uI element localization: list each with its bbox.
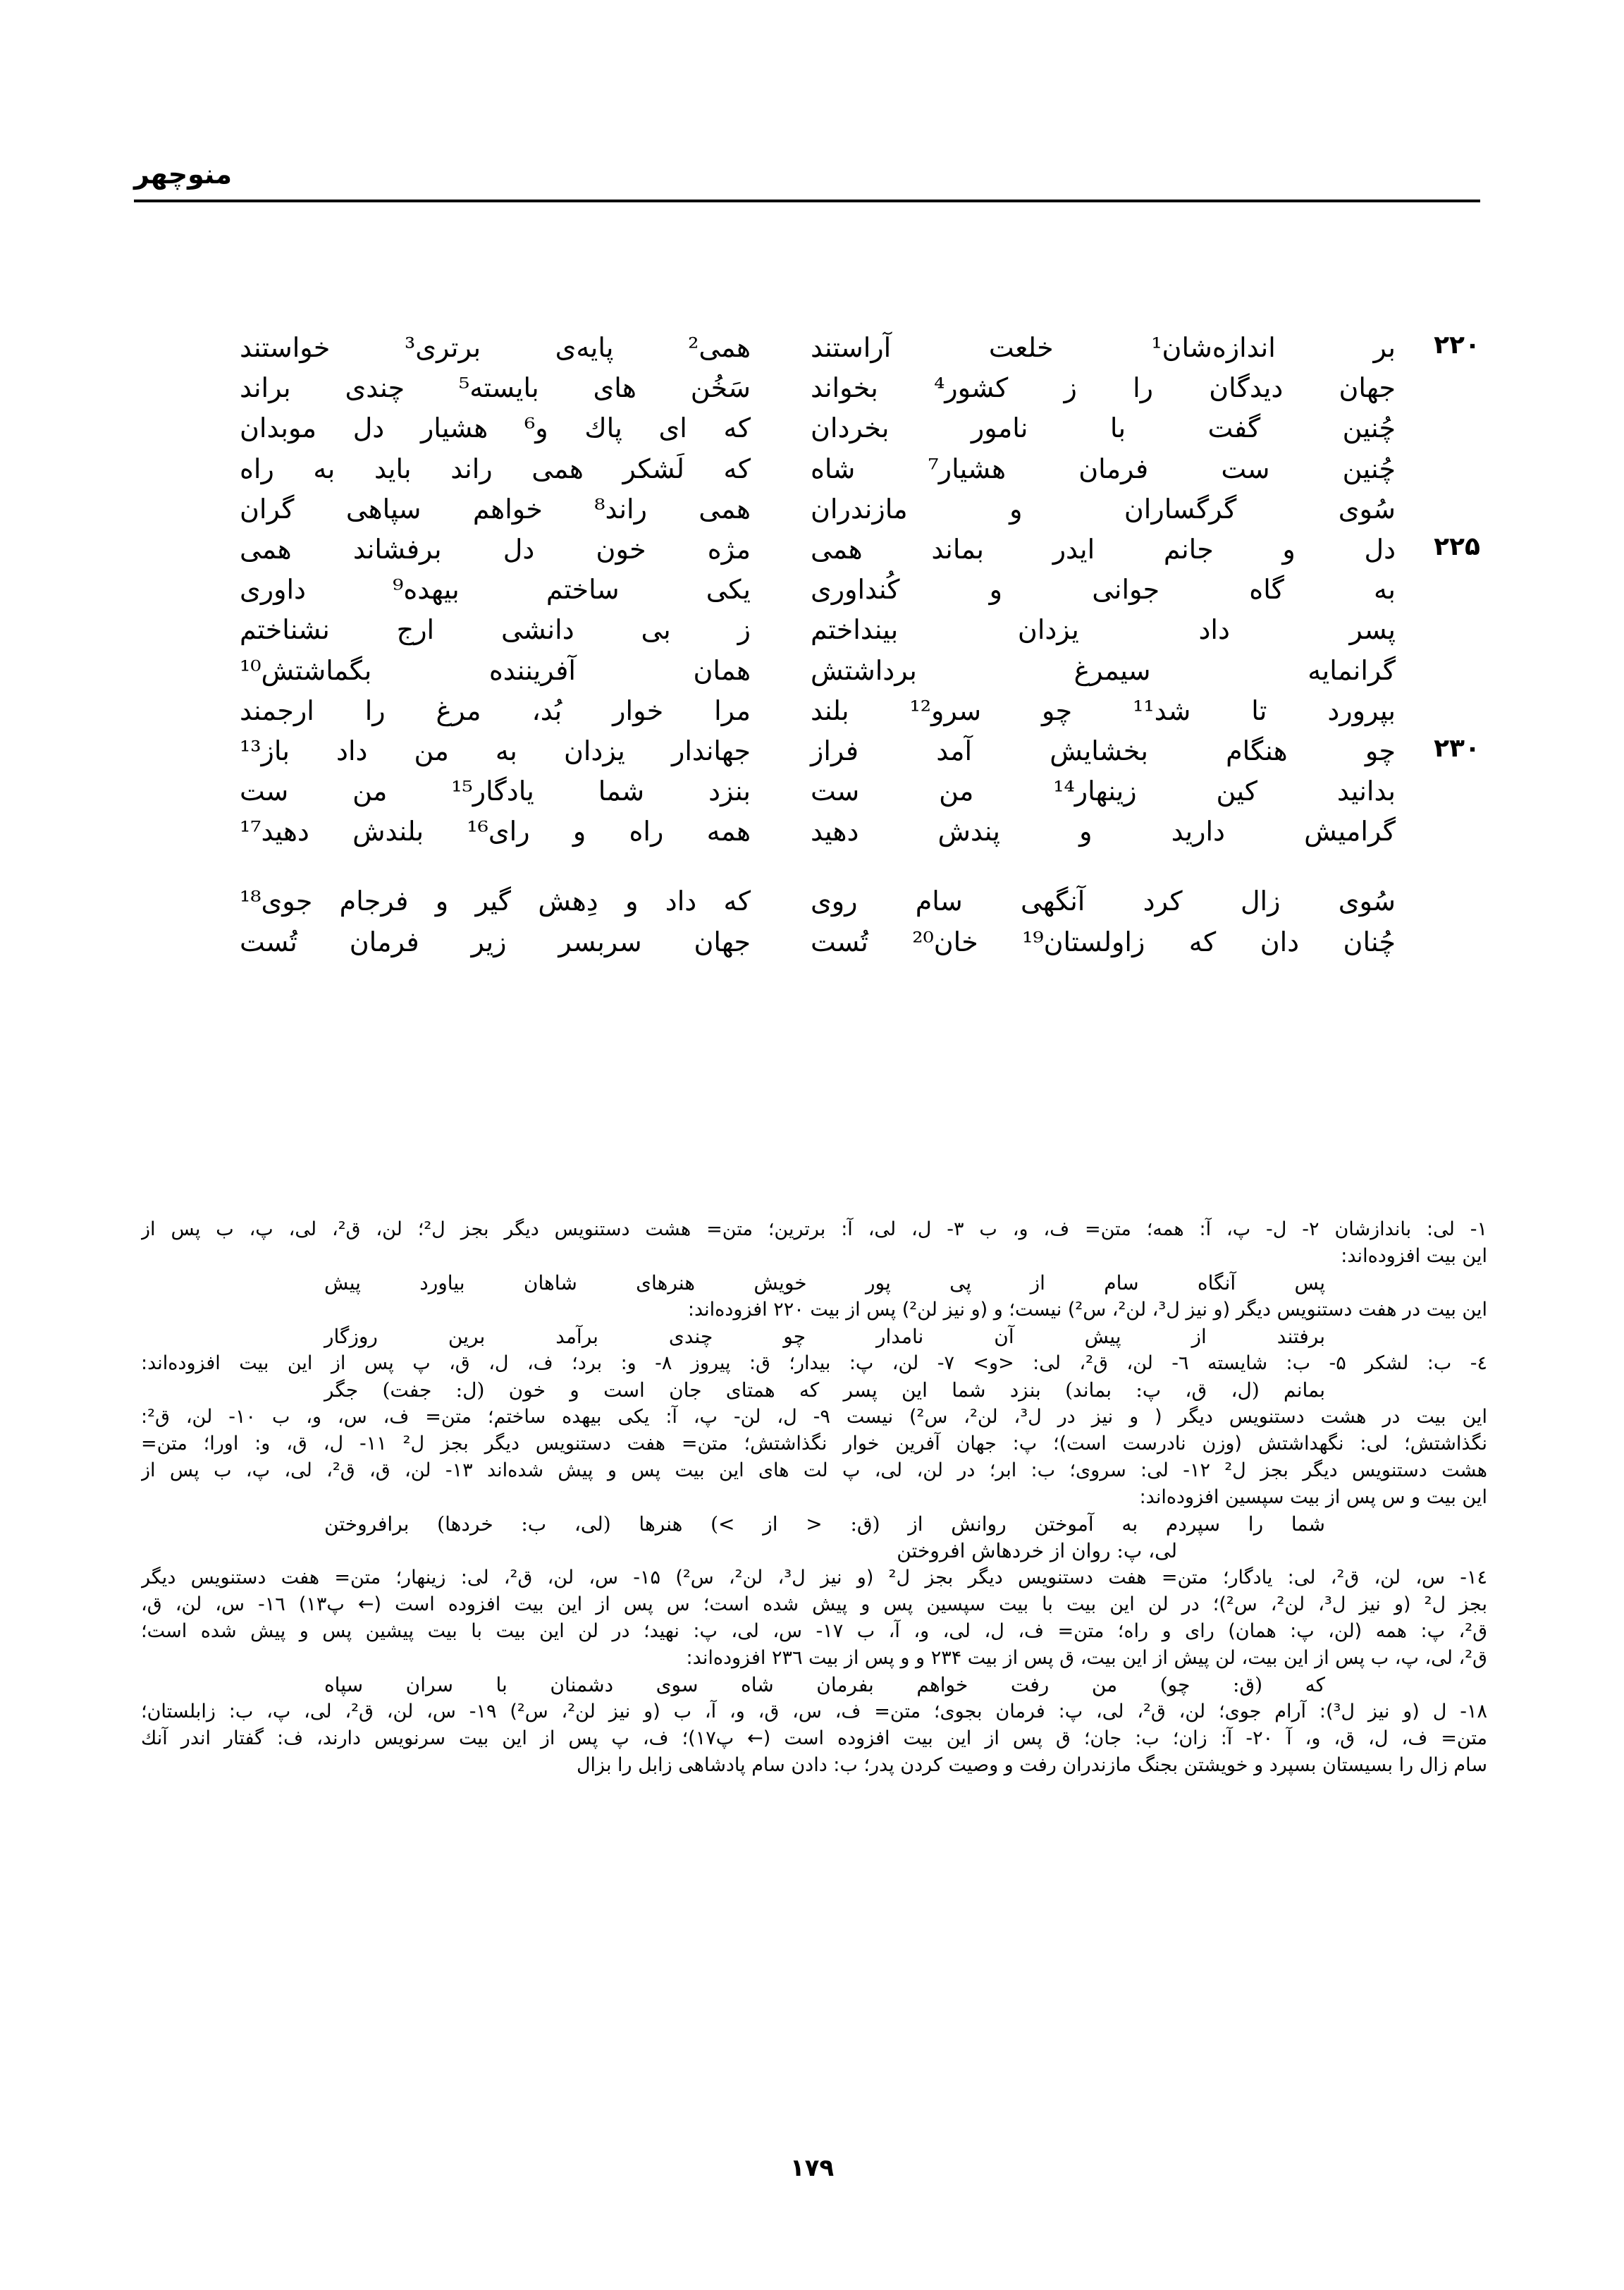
first-hemistich: دل و جانم ایدر بماند همی xyxy=(811,533,1396,565)
footnote-line: ق²، پ: همه (لن، پ: همان) رای و راه؛ متن= ف، ل، لی، و، آ، ب ١۷- س، لی، پ: نهید؛ در لن این بیت با بیت پیشین پس و پیش شده است؛ xyxy=(141,1620,1487,1642)
verse-row xyxy=(233,922,1480,962)
verse-row xyxy=(233,408,1480,448)
first-hemistich: چُنین گفت با نامور بخردان xyxy=(811,412,1396,444)
verse-row xyxy=(233,489,1480,529)
footnote-line: ١٨- ل (و نیز ل³): آرام جوی؛ لن، ق²، لی، پ: فرمان بجوی؛ متن= ف، س، ق، و، آ، ب (و نیز لن²، س²) ١٩- س، لن، ق²، لی، پ، ب: زابلستان؛ xyxy=(141,1701,1487,1722)
footnote-variant-verse: پس آنگاه سام از پی پور خویش هنرهای شاهان بیاورد پیش xyxy=(324,1271,1325,1294)
verse-row xyxy=(233,651,1480,691)
second-hemistich: همی راند⁸ خواهم سپاهی گران xyxy=(240,493,751,525)
second-hemistich: که داد و دِهش گیر و فرجام جوی¹⁸ xyxy=(240,886,751,917)
first-hemistich: به گاه جوانی و کُنداوری xyxy=(811,574,1396,606)
verse-row xyxy=(233,449,1480,489)
second-hemistich: سَخُن های بایسته⁵ چندی براند xyxy=(240,372,751,404)
first-hemistich: چو هنگام بخشایش آمد فراز xyxy=(811,735,1396,766)
verse-row xyxy=(233,771,1480,812)
second-hemistich: همه راه و رای¹⁶ بلندش دهید¹⁷ xyxy=(240,816,751,847)
first-hemistich: چُنان دان که زاولستان¹⁹ خان²⁰ تُست xyxy=(811,926,1396,957)
second-hemistich: مژه خون دل برفشاند همی xyxy=(240,533,751,565)
page-number: ۱۷۹ xyxy=(789,2154,835,2182)
footnote-variant-verse: بمانم (ل، ق، پ: بماند) بنزد شما این پسر که همتای جان است و خون (ل: جفت) جگر xyxy=(324,1378,1325,1402)
footnote-line: نگذاشتش؛ لی: نگهداشتش (وزن نادرست است)؛ پ: جهان آفرین خوار نگذاشتش؛ متن= هفت دستنویس دیگر بجز ل² ۱۱- ل، ق، و: اورا؛ متن= xyxy=(141,1433,1487,1455)
footnote-line: متن= ف، ل، ق، و، آ ۲۰- آ: زان؛ ب: جان؛ ق پس از این بیت افزوده است (← پ۱۷)؛ ف، پ پس از این بیت سرنویس دارند، ف: گفتار اندر آنك xyxy=(141,1727,1487,1749)
verse-row xyxy=(233,881,1480,921)
footnote-line: ١٤- س، لن، ق²، لی: یادگار؛ متن= هفت دستنویس دیگر بجز ل² (و نیز ل³، لن²، س²) ١۵- س، لن، ق²، لی: زینهار؛ متن= هفت دستنویس دیگر xyxy=(141,1567,1487,1588)
footnote-line: ٤- ب: لشکر ۵- ب: شایسته ٦- لن، ق²، لی: <و> ۷- لن، پ: بیدار؛ ق: پیروز ۸- و: برد؛ ف، ل، ق، پ پس از این بیت افزوده‌اند: xyxy=(141,1352,1487,1374)
second-hemistich: جهاندار یزدان به من داد باز¹³ xyxy=(240,735,751,766)
verse-row xyxy=(233,812,1480,852)
verse-row xyxy=(233,529,1480,570)
verse-row xyxy=(233,570,1480,610)
footnote-line: ۱- لی: باندازشان ۲- ل- پ، آ: همه؛ متن= ف، و، ب ۳- ل، لی، آ: برترین؛ متن= هشت دستنویس دیگر بجز ل²؛ لن، ق²، لی، پ، ب پس از xyxy=(141,1218,1487,1240)
second-hemistich: ز بی دانشی ارج نشناختم xyxy=(240,614,751,646)
first-hemistich: بدانید کین زینهار¹⁴ من ست xyxy=(811,776,1396,807)
first-hemistich: جهان دیدگان را ز کشور⁴ بخواند xyxy=(811,372,1396,404)
footnote-line: این بیت در هفت دستنویس دیگر (و نیز ل³، لن²، س²) نیست؛ و (و نیز لن²) پس از بیت ۲۲۰ افزوده‌اند: xyxy=(687,1299,1487,1321)
second-hemistich: بنزد شما یادگار¹⁵ من ست xyxy=(240,776,751,807)
first-hemistich: گرامیش دارید و پندش دهید xyxy=(811,816,1396,847)
second-hemistich: یکی ساختم بیهده⁹ داوری xyxy=(240,574,751,606)
second-hemistich: مرا خوار بُد، مرغ را ارجمند xyxy=(240,694,751,726)
first-hemistich: بپرورد تا شد¹¹ چو سرو¹² بلند xyxy=(811,694,1396,726)
footnote-line: ق²، لی، پ، ب پس از این بیت، لن پیش از این بیت، ق پس از بیت ۲۳۴ و و پس از بیت ۲۳٦ افزوده‌اند: xyxy=(686,1647,1487,1669)
footnote-line: این بیت افزوده‌اند: xyxy=(1341,1245,1487,1267)
second-hemistich: همی² پایه‌ی برتری³ خواستند xyxy=(240,332,751,363)
footnote-variant-verse: برفتند از پیش آن نامدار چو چندی برآمد برین روزگار xyxy=(324,1325,1325,1348)
verse-row xyxy=(233,368,1480,408)
page-header xyxy=(134,159,1480,204)
footnotes xyxy=(141,1216,1487,1779)
verse-number: ۲۲۵ xyxy=(1434,532,1480,561)
second-hemistich: جهان سربسر زیر فرمان تُست xyxy=(240,926,751,957)
verse-number: ۲۲۰ xyxy=(1434,331,1480,360)
first-hemistich: چُنین ست فرمان هشیار⁷ شاه xyxy=(811,453,1396,484)
second-hemistich: که ای پاك و⁶ هشیار دل موبدان xyxy=(240,412,751,444)
second-hemistich: که لَشکر همی راند باید به راه xyxy=(240,453,751,484)
verse-row xyxy=(233,691,1480,731)
running-head-title: منوچهر xyxy=(134,159,232,190)
footnote-line: این بیت و س پس از بیت سپسین افزوده‌اند: xyxy=(1139,1486,1487,1508)
footnote-line: این بیت در هشت دستنویس دیگر ( و نیز در ل³، لن²، س²) نیست ۹- ل، لن- پ، آ: یکی بیهده ساختم؛ متن= ف، س، و، ب ۱۰- لن، ق²: xyxy=(141,1406,1487,1428)
first-hemistich: سُوی زال کرد آنگهی سام روی xyxy=(811,886,1396,917)
first-hemistich: گرانمایه سیمرغ برداشتش xyxy=(811,654,1396,686)
footnote-line: سام زال را بسیستان بسپرد و خویشتن بجنگ مازندران رفت و وصیت کردن پدر؛ ب: دادن سام پادشاهی زابل را بزال xyxy=(576,1754,1487,1776)
footnote-variant-verse: لی، پ: روان از خردهاش افروختن xyxy=(897,1539,1177,1562)
verse-row xyxy=(233,731,1480,771)
second-hemistich: همان آفریننده بگماشتش¹⁰ xyxy=(240,654,751,686)
poem-body xyxy=(233,328,1480,962)
footnote-variant-verse: که (ق: چو) من رفت خواهم بفرمان شاه سوی دشمنان با سران سپاه xyxy=(324,1673,1325,1696)
verse-row xyxy=(233,328,1480,368)
footnote-variant-verse: شما را سپردم به آموختن روانش از (ق: < از >) هنرها (لی، ب: خردها) برافروختن xyxy=(324,1512,1325,1536)
footnote-line: هشت دستنویس دیگر بجز ل² ۱۲- لی: سروی؛ ب: ابر؛ در لن، لی، پ لت های این بیت پس و پیش شده‌اند ۱۳- لن، ق، ق²، لی، پ، ب پس از xyxy=(141,1459,1487,1481)
footnote-line: بجز ل² (و نیز ل³، لن²، س²)؛ در لن این بیت با بیت سپسین پس و پیش شده است؛ س پس از این بیت افزوده است (← پ۱۳) ١٦- س، لن، ق، xyxy=(141,1593,1487,1615)
header-rule xyxy=(134,200,1480,202)
first-hemistich: بر اندازه‌شان¹ خلعت آراستند xyxy=(811,332,1396,363)
first-hemistich: پسر داد یزدان بینداختم xyxy=(811,614,1396,646)
verse-number: ۲۳۰ xyxy=(1434,733,1480,763)
verse-row xyxy=(233,610,1480,650)
first-hemistich: سُوی گرگساران و مازندران xyxy=(811,493,1396,525)
